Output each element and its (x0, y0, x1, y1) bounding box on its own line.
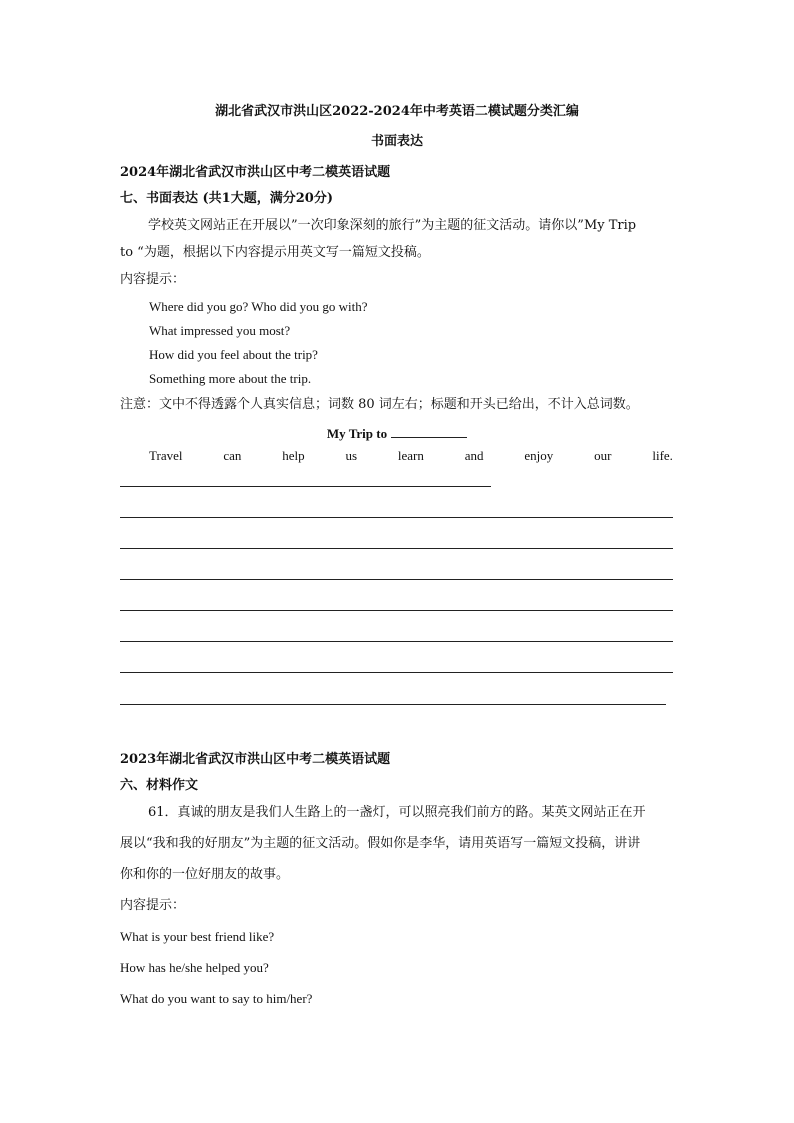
essay-title-blank[interactable] (391, 424, 467, 438)
section-2024-hint: How did you feel about the trip? (149, 347, 318, 362)
essay-title-text: My Trip to (326, 426, 388, 441)
section-2024-hint: What impressed you most? (149, 323, 291, 338)
opening-word: learn (397, 448, 424, 463)
section-2023-hint: How has he/she helped you? (120, 960, 269, 975)
opening-word: us (345, 448, 358, 463)
opening-word: and (464, 448, 484, 463)
opening-word: life. (652, 448, 673, 463)
section-2024-heading: 2024年湖北省武汉市洪山区中考二模英语试题 (120, 165, 391, 180)
section-2023-prompt-line2: 展以“我和我的好朋友”为主题的征文活动。假如你是李华，请用英语写一篇短文投稿，讲讲 (120, 836, 641, 851)
section-2024-part: 七、书面表达 (共1大题，满分20分) (120, 191, 333, 206)
opening-word: can (223, 448, 242, 463)
document-subtitle: 书面表达 (370, 134, 423, 149)
section-2024-prompt-line2: to “为题，根据以下内容提示用英文写一篇短文投稿。 (120, 245, 430, 260)
writing-line[interactable] (120, 548, 673, 549)
section-2023-hints-label: 内容提示： (120, 898, 186, 913)
writing-line[interactable] (120, 517, 673, 518)
opening-word: enjoy (524, 448, 554, 463)
section-2024-prompt-line1: 学校英文网站正在开展以”一次印象深刻的旅行”为主题的征文活动。请你以”My Trip (148, 218, 637, 233)
section-2023-part: 六、材料作文 (120, 778, 199, 793)
writing-line[interactable] (120, 704, 666, 705)
section-2024-hint: Something more about the trip. (149, 371, 312, 386)
section-2023-prompt-line1: 61．真诚的朋友是我们人生路上的一盏灯，可以照亮我们前方的路。某英文网站正在开 (148, 805, 646, 820)
essay-title (0, 423, 794, 442)
section-2023-hint: What do you want to say to him/her? (120, 991, 313, 1006)
opening-word: our (594, 448, 612, 463)
section-2023-heading: 2023年湖北省武汉市洪山区中考二模英语试题 (120, 752, 391, 767)
document-title: 湖北省武汉市洪山区2022-2024年中考英语二模试题分类汇编 (215, 104, 579, 119)
writing-line[interactable] (120, 610, 673, 611)
essay-opening-sentence (149, 448, 673, 464)
section-2023-hint: What is your best friend like? (120, 929, 275, 944)
writing-line[interactable] (120, 672, 673, 673)
opening-word: Travel (149, 448, 183, 463)
section-2023-prompt-line3: 你和你的一位好朋友的故事。 (120, 867, 290, 882)
section-2024-hints-label: 内容提示： (120, 272, 186, 287)
writing-line[interactable] (120, 579, 673, 580)
writing-line[interactable] (120, 641, 673, 642)
opening-word: help (282, 448, 305, 463)
writing-line[interactable] (120, 486, 491, 487)
section-2024-hint: Where did you go? Who did you go with? (149, 299, 368, 314)
section-2024-note: 注意：文中不得透露个人真实信息；词数 80 词左右；标题和开头已给出，不计入总词数。 (120, 397, 639, 412)
